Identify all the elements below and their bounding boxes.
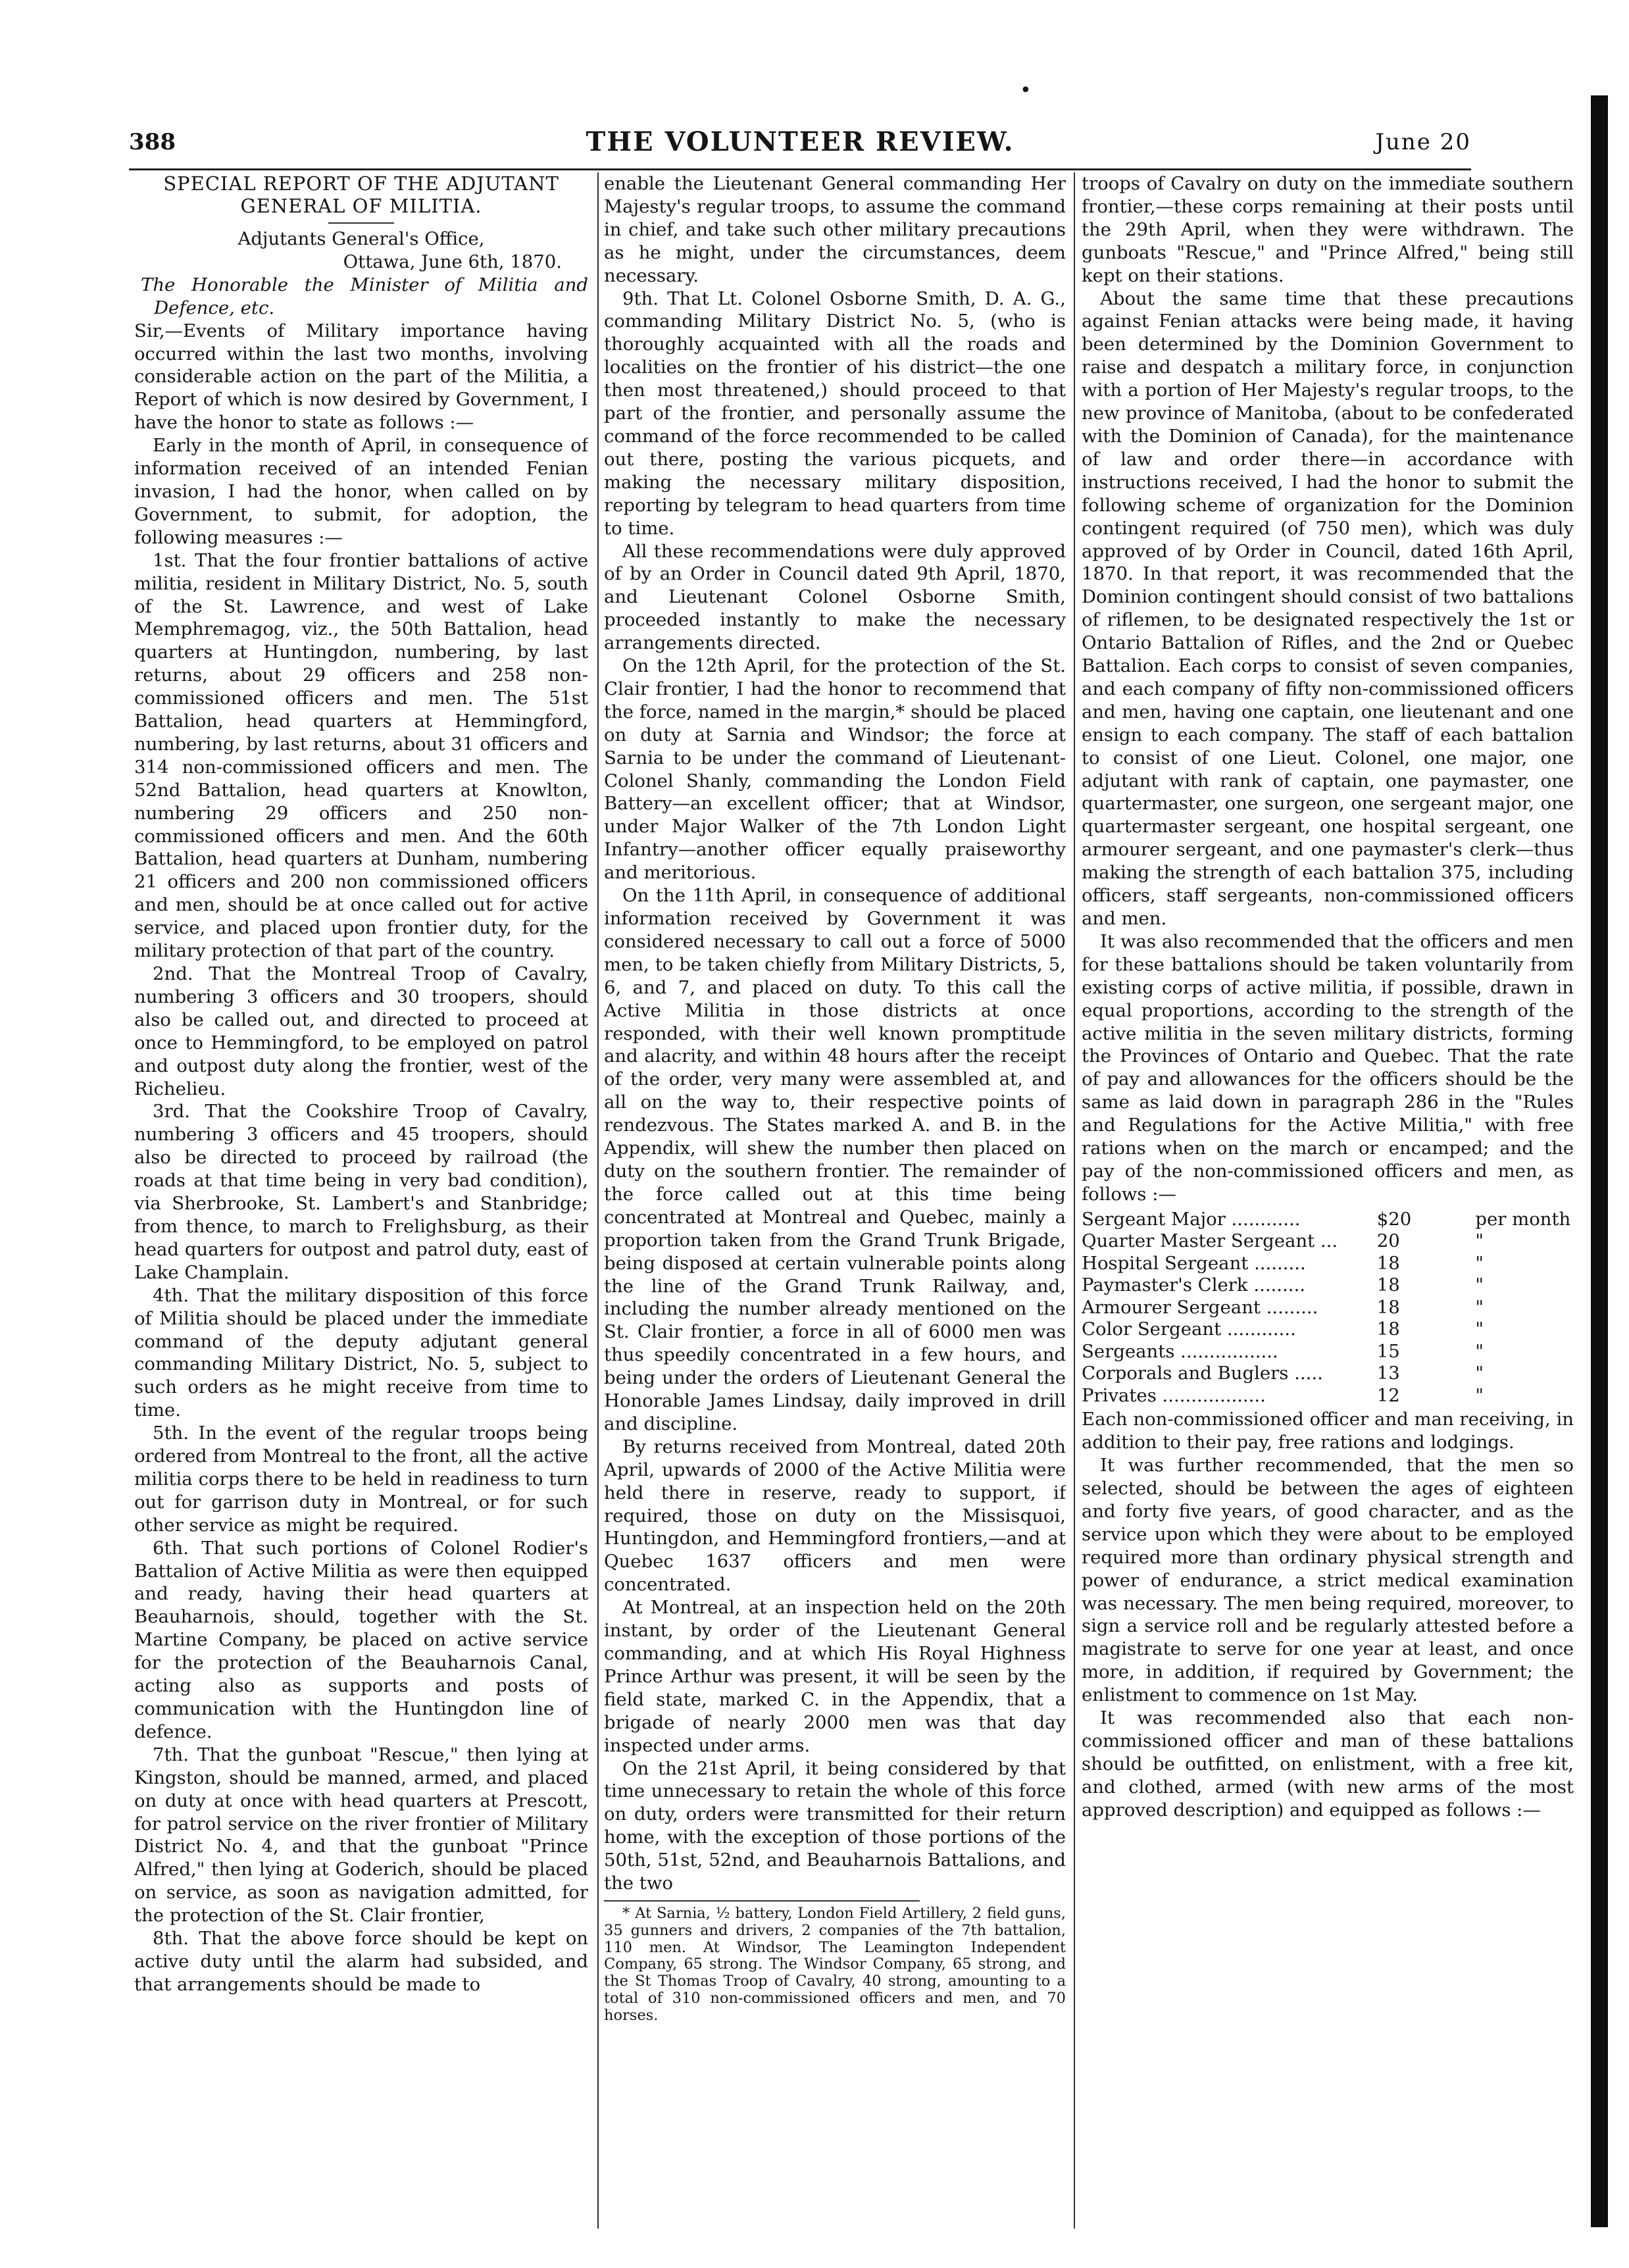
pay-table-row [1082,1209,1574,1231]
paragraph: Early in the month of April, in consequence of information received of an intended Fenian invasion, I had the honor, when called on by Government, to submit, for adoption, the following measures :— [134,435,588,548]
pay-amount: 13 [1376,1363,1400,1384]
pay-table-row [1082,1253,1574,1275]
pay-table-row [1082,1230,1574,1253]
paragraph: 1st. That the four frontier battalions of active militia, resident in Military District, No. 5, south of the St. Lawrence, and west of Lake Memphremagog, viz., the 50th Battalion, head quarters at Huntingdon, numbering, by last returns, about 29 officers and 258 non-commissioned officers and men. The 51st Battalion, head quarters at Hemmingford, numbering, by last returns, about 31 officers and 314 non-commissioned officers and men. The 52nd Battalion, head quarters at Knowlton, numbering 29 officers and 250 non-commissioned officers and men. And the 60th Battalion, head quarters at Dunham, numbering 21 officers and 200 non commissioned officers and men, should be at once called out for active service, and placed upon frontier duty, for the military protection of that part of the country. [134,549,588,962]
pay-period: " [1475,1363,1484,1384]
office-line: Adjutants General's Office, [238,228,485,249]
pay-amount: 20 [1376,1230,1400,1252]
paragraph: All these recommendations were duly approved of by an Order in Council dated 9th April, 1870, and Lieutenant Colonel Osborne Smith, proceeded instantly to make the necessary arrangements directed. [604,540,1066,654]
column-3 [1082,172,1574,2232]
pay-period: " [1475,1296,1484,1318]
pay-table-row [1082,1297,1574,1319]
paragraph: 8th. That the above force should be kept on active duty until the alarm had subsided, and that arrangements should be made to [134,1928,588,1995]
paragraph: On the 11th April, in consequence of additional information received by Government it was considered necessary to call out a force of 5000 men, to be taken chiefly from Military Districts, 5, 6, and 7, and placed on duty. To this call the Active Militia in those districts at once responded, with their well known promptitude and alacrity, and within 48 hours after the receipt of the order, very many were assembled at, and all on the way to, their respective points of rendezvous. The States marked A. and B. in the Appendix, will shew the number then placed on duty on the southern frontier. The remainder of the force called out at this time being concentrated at Montreal and Quebec, mainly a proportion taken from the Grand Trunk Brigade, being disposed at certain vulnerable points along the line of the Grand Trunk Railway, and, including the number already mentioned on the St. Clair frontier, a force in all of 6000 men was thus speedily concentrated in a few hours, and being under the orders of Lieutenant General the Honorable James Lindsay, daily improved in drill and discipline. [604,885,1066,1434]
pay-period: " [1475,1340,1484,1362]
pay-table-body [1082,1209,1574,1407]
paragraph: On the 12th April, for the protection of the St. Clair frontier, I had the honor to recommend that the force, named in the margin,* should be placed on duty at Sarnia and Windsor; the force at Sarnia to be under the command of Lieutenant-Colonel Shanly, commanding the London Field Battery—an excellent officer; that at Windsor, under Major Walker of the 7th London Light Infantry—another officer equally praiseworthy and meritorious. [604,655,1066,884]
pay-table [1082,1209,1574,1407]
place-date-line: Ottawa, June 6th, 1870. [343,251,562,272]
pay-amount: $20 [1376,1208,1412,1230]
pay-rank: Paymaster's Clerk ......... [1082,1274,1306,1296]
paragraph: It was also recommended that the officers and men for these battalions should be taken voluntarily from existing corps of active militia, if possible, drawn in equal proportions, according to the strength of the active militia in the seven military districts, forming the Provinces of Ontario and Quebec. That the rate of pay and allowances for the officers should be the same as laid down in paragraph 286 in the "Rules and Regulations for the Active Militia," with free rations when on the march or encamped; and the pay of the non-commissioned officers and men, as follows :— [1082,930,1574,1205]
column-divider-2 [1074,172,1075,2229]
paragraph: It was recommended also that each non-commissioned officer and man of these battalions should be outfitted, on enlistment, with a free kit, and clothed, armed (with new arms of the most approved description) and equipped as follows :— [1082,1707,1574,1821]
addressee: The Honorable the Minister of Militia and Defence, etc. [141,274,588,318]
title-rule [328,222,394,224]
pay-period: " [1475,1319,1484,1340]
pay-table-row [1082,1385,1574,1407]
pay-period: " [1475,1274,1484,1296]
pay-amount: 12 [1376,1384,1400,1406]
footnote-rule [604,1900,920,1902]
pay-rank: Quarter Master Sergeant ... [1082,1230,1338,1252]
column-2 [604,172,1066,2232]
page-number: 388 [129,129,176,155]
header-rule [129,168,1471,170]
report-title-line-1: SPECIAL REPORT OF THE ADJUTANT [163,172,559,195]
issue-date: June 20 [1375,129,1471,155]
paragraph: 4th. That the military disposition of this force of Militia should be placed under the immediate command of the deputy adjutant general commanding Military District, No. 5, subject to such orders as he might receive from time to time. [134,1284,588,1421]
pay-rank: Sergeant Major ............ [1082,1208,1301,1230]
pay-amount: 18 [1376,1296,1400,1318]
paragraph: 7th. That the gunboat "Rescue," then lying at Kingston, should be manned, armed, and placed on duty at once with head quarters at Prescott, for patrol service on the river frontier of Military District No. 4, and that the gunboat "Prince Alfred," then lying at Goderich, should be placed on service, as soon as navigation admitted, for the protection of the St. Clair frontier, [134,1744,588,1927]
pay-rank: Corporals and Buglers ..... [1082,1363,1323,1384]
paragraph: 3rd. That the Cookshire Troop of Cavalry, numbering 3 officers and 45 troopers, should also be directed to proceed by railroad (the roads at that time being in very bad condition), via Sherbrooke, St. Lambert's and Stanbridge; from thence, to march to Frelighsburg, as their head quarters for outpost and patrol duty, east of Lake Champlain. [134,1101,588,1283]
column-divider-1 [597,172,599,2229]
paragraph: About the same time that these precautions against Fenian attacks were being made, it having been determined by the Dominion Government to raise and despatch a military force, in conjunction with a portion of Her Majesty's regular troops, to the new province of Manitoba, (about to be confederated with the Dominion of Canada), for the maintenance of law and order there—in accordance with instructions received, I had the honor to submit the following scheme of organization for the Dominion contingent required (of 750 men), which was duly approved of by Order in Council, dated 16th April, 1870. In that report, it was recommended that the Dominion contingent should consist of two battalions of riflemen, to be designated respectively the 1st or Ontario Battalion of Rifles, and the 2nd or Quebec Battalion. Each corps to consist of seven companies, and each company of fifty non-commissioned officers and men, having one captain, one lieutenant and one ensign to each company. The staff of each battalion to consist of one Lieut. Colonel, one major, one adjutant with rank of captain, one paymaster, one quartermaster, one surgeon, one sergeant major, one quartermaster sergeant, one hospital sergeant, one armourer sergeant, and one paymaster's clerk—thus making the strength of each battalion 375, including officers, staff sergeants, non-commissioned officers and men. [1082,288,1574,929]
footnote: * At Sarnia, ½ battery, London Field Artillery, 2 field guns, 35 gunners and drivers, 2 companies of the 7th battalion, 110 men. At Windsor, The Leamington Independent Company, 65 strong. The Windsor Company, 65 strong, and the St Thomas Troop of Cavalry, 40 strong, amounting to a total of 310 non-commissioned officers and men, and 70 horses. [604,1904,1066,2024]
report-title-line-2: GENERAL OF MILITIA. [240,195,482,217]
paragraph: 6th. That such portions of Colonel Rodier's Battalion of Active Militia as were then equipped and ready, having their head quarters at Beauharnois, should, together with the St. Martine Company, be placed on active service for the protection of the Beauharnois Canal, acting also as supports and posts of communication with the Huntingdon line of defence. [134,1537,588,1742]
paragraph: At Montreal, at an inspection held on the 20th instant, by order of the Lieutenant General commanding, and at which His Royal Highness Prince Arthur was present, it will be seen by the field state, marked C. in the Appendix, that a brigade of nearly 2000 men was that day inspected under arms. [604,1597,1066,1756]
pay-amount: 18 [1376,1319,1400,1340]
pay-rank: Color Sergeant ............ [1082,1319,1296,1340]
pay-amount: 18 [1376,1252,1400,1274]
pay-rank: Armourer Sergeant ......... [1082,1296,1318,1318]
ink-speck: • [1020,79,1032,102]
paragraph: Sir,—Events of Military importance having occurred within the last two months, involving considerable action on the part of the Militia, a Report of which is now desired by Government, I have the honor to state as follows :— [134,320,588,434]
page-header [129,126,1471,162]
pay-period: " [1475,1252,1484,1274]
paragraph: Each non-commissioned officer and man receiving, in addition to their pay, free rations and lodgings. [1082,1409,1574,1453]
column-1 [134,172,588,2232]
paragraph: troops of Cavalry on duty on the immediate southern frontier,—these corps remaining at their posts until the 29th April, when they were withdrawn. The gunboats "Rescue," and "Prince Alfred," being still kept on their stations. [1082,173,1574,286]
pay-period: " [1475,1230,1484,1252]
pay-rank: Sergeants ................. [1082,1340,1278,1362]
pay-amount: 15 [1376,1340,1400,1362]
pay-table-row [1082,1274,1574,1297]
pay-rank: Hospital Sergeant ......... [1082,1252,1306,1274]
pay-table-row [1082,1341,1574,1363]
paragraph: On the 21st April, it being considered by that time unnecessary to retain the whole of this force on duty, orders were transmitted for their return home, with the exception of those portions of the 50th, 51st, 52nd, and Beauharnois Battalions, and the two [604,1757,1066,1894]
pay-period: per month [1475,1208,1571,1230]
paragraph: It was further recommended, that the men so selected, should be between the ages of eighteen and forty five years, of good character, and as the service upon which they were about to be employed required more than ordinary physical strength and power of endurance, a strict medical examination was necessary. The men being required, moreover, to sign a service roll and be regularly attested before a magistrate to serve for one year at least, and once more, in addition, if required by Government; the enlistment to commence on 1st May. [1082,1455,1574,1706]
paragraph: 9th. That Lt. Colonel Osborne Smith, D. A. G., commanding Military District No. 5, (who is thoroughly acquainted with all the roads and localities on the frontier of his district—the one then most threatened,) should proceed to that part of the frontier, and personally assume the command of the force recommended to be called out there, posting the various picquets, and making the necessary military disposition, reporting by telegram to head quarters from time to time. [604,288,1066,539]
paragraph: 5th. In the event of the regular troops being ordered from Montreal to the front, all the active militia corps there to be held in readiness to turn out for garrison duty in Montreal, or for such other service as might be required. [134,1423,588,1536]
column-1-text [134,320,588,1996]
binding-edge [1591,95,1608,2227]
publication-title: THE VOLUNTEER REVIEW. [586,126,1015,157]
pay-table-row [1082,1363,1574,1385]
paragraph: By returns received from Montreal, dated 20th April, upwards of 2000 of the Active Militia were held there in reserve, ready to support, if required, those on duty on the Missisquoi, Huntingdon, and Hemmingford frontiers,—and at Quebec 1637 officers and men were concentrated. [604,1436,1066,1596]
paragraph: 2nd. That the Montreal Troop of Cavalry, numbering 3 officers and 30 troopers, should also be called out, and directed to proceed at once to Hemmingford, to be employed on patrol and outpost duty along the frontier, west of the Richelieu. [134,963,588,1099]
pay-amount: 18 [1376,1274,1400,1296]
pay-table-row [1082,1319,1574,1341]
paragraph: enable the Lieutenant General commanding Her Majesty's regular troops, to assume the command in chief, and take such other military precautions as he might, under the circumstances, deem necessary. [604,173,1066,286]
pay-rank: Privates .................. [1082,1384,1266,1406]
pay-period: " [1475,1384,1484,1406]
